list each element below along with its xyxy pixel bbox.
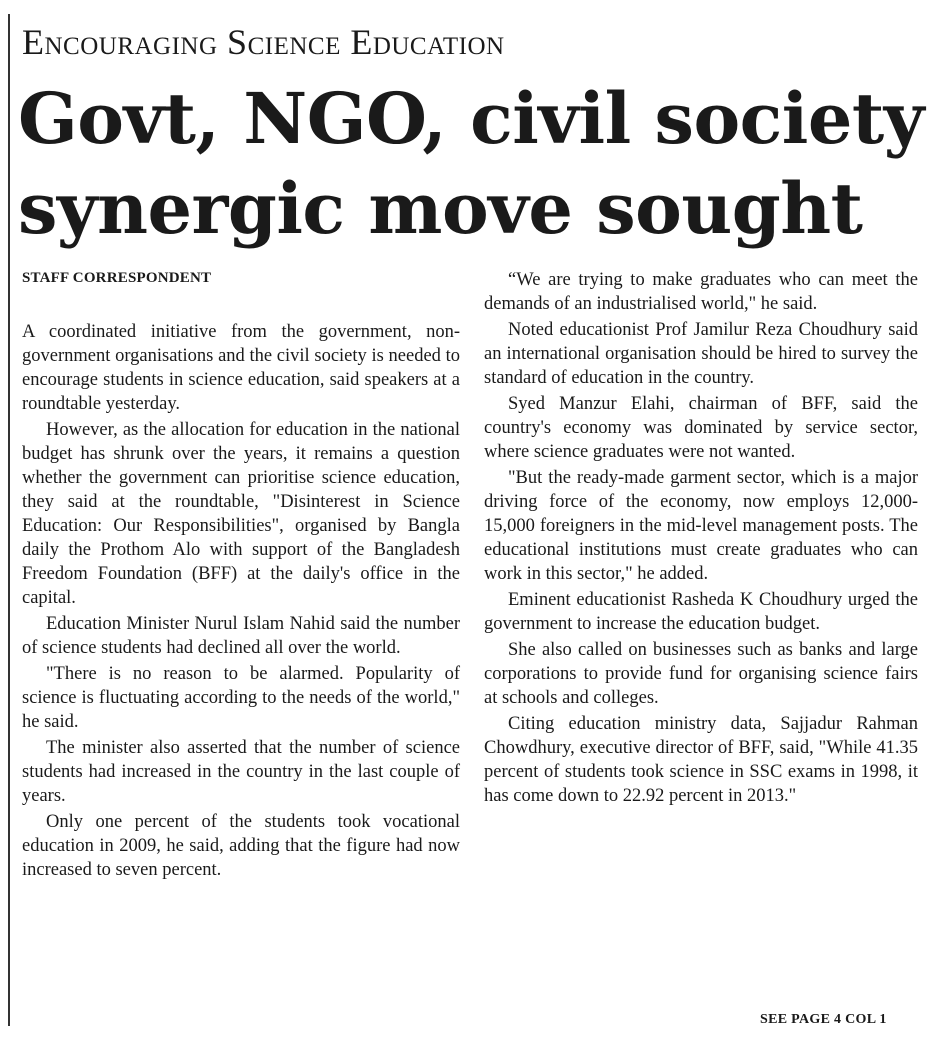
paragraph: "There is no reason to be alarmed. Popularity of science is fluctuating according to the needs of the world," he said. (22, 664, 460, 732)
column-rule (8, 14, 10, 1026)
paragraph: However, as the allocation for education in the national budget has shrunk over the years, it remains a question whether the government can prioritise science education, they said at the roundtable, "Disinterest in Science Education: Our Responsibilities", organised by Bangla daily the Prothom Alo with support of the Bangladesh Freedom Foundation (BFF) at the daily's office in the capital. (22, 420, 460, 608)
article-column-left (22, 320, 460, 884)
paragraph: The minister also asserted that the number of science students had increased in the country in the last couple of years. (22, 738, 460, 806)
paragraph: She also called on businesses such as banks and large corporations to provide fund for organising science fairs at schools and colleges. (484, 640, 918, 708)
kicker: Encouraging Science Education (22, 22, 505, 62)
continuation-note: SEE PAGE 4 COL 1 (760, 1012, 887, 1027)
article-column-right (484, 268, 918, 810)
paragraph: Syed Manzur Elahi, chairman of BFF, said the country's economy was dominated by service sector, where science graduates were not wanted. (484, 394, 918, 462)
paragraph: “We are trying to make graduates who can meet the demands of an industrialised world," he said. (484, 270, 918, 314)
paragraph: Eminent educationist Rasheda K Choudhury urged the government to increase the education budget. (484, 590, 918, 634)
paragraph: "But the ready-made garment sector, which is a major driving force of the economy, now employs 12,000-15,000 foreigners in the mid-level management posts. The educational institutions must create graduates who can work in this sector," he added. (484, 468, 918, 584)
paragraph: Only one percent of the students took vocational education in 2009, he said, adding that the figure had now increased to seven percent. (22, 812, 460, 880)
paragraph: Education Minister Nurul Islam Nahid said the number of science students had declined all over the world. (22, 614, 460, 658)
paragraph: A coordinated initiative from the government, non-government organisations and the civil society is needed to encourage students in science education, said speakers at a roundtable yesterday. (22, 322, 460, 414)
paragraph: Citing education ministry data, Sajjadur Rahman Chowdhury, executive director of BFF, said, "While 41.35 percent of students took science in SSC exams in 1998, it has come down to 22.92 percent in 2013." (484, 714, 918, 806)
headline: Govt, NGO, civil society synergic move sought (18, 77, 924, 250)
byline: STAFF CORRESPONDENT (22, 270, 212, 286)
paragraph: Noted educationist Prof Jamilur Reza Choudhury said an international organisation should be hired to survey the standard of education in the country. (484, 320, 918, 388)
